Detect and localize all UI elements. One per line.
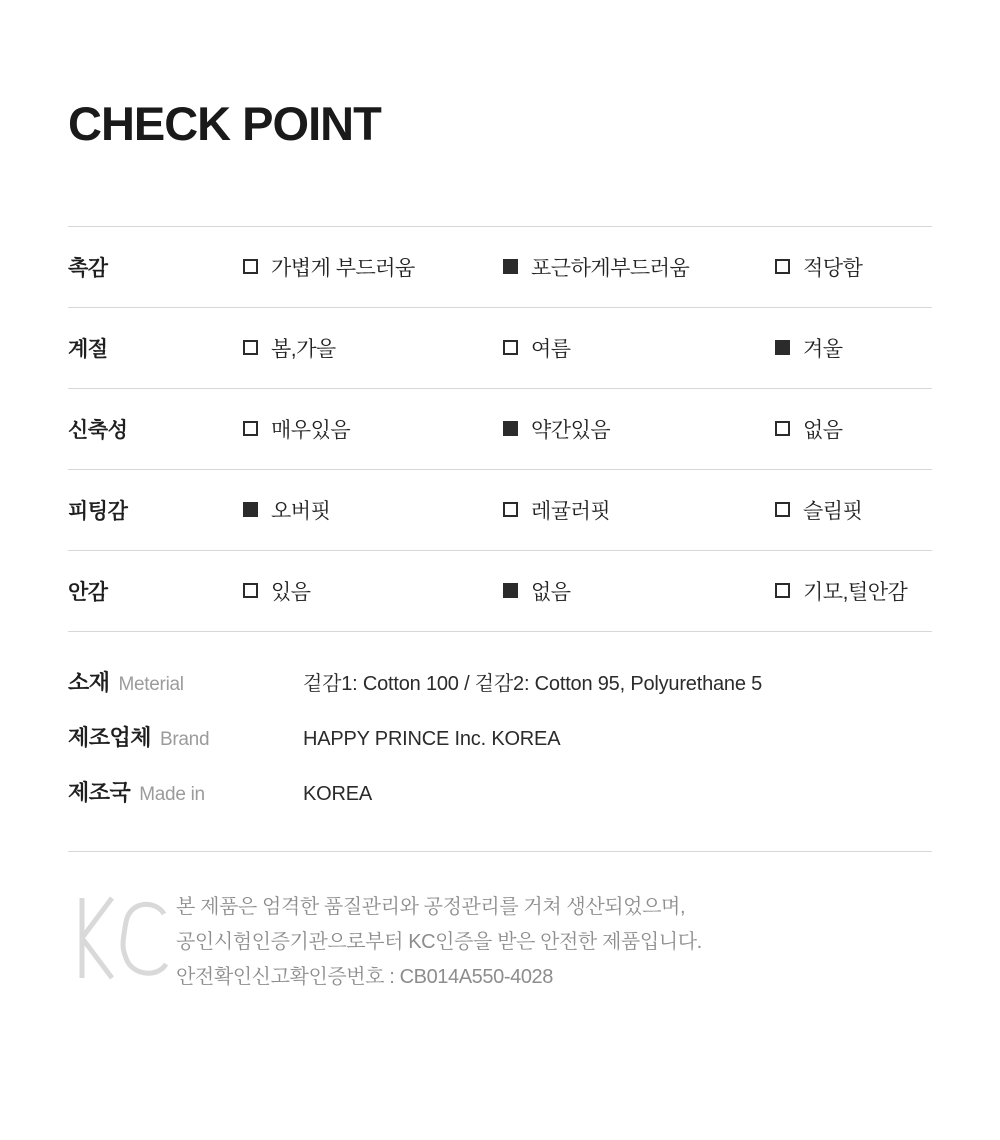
checkbox-icon[interactable] [775,259,790,274]
option-label: 슬림핏 [803,499,863,523]
info-label-ko: 제조국 [68,779,131,805]
option-label: 레귤러핏 [531,499,611,523]
option-label: 있음 [271,580,311,604]
checkbox-checked-icon[interactable] [503,259,518,274]
divider [68,851,932,852]
option-stretch-2[interactable] [503,414,775,444]
checkbox-icon[interactable] [775,421,790,436]
checkbox-checked-icon[interactable] [243,502,258,517]
kc-line-3: 안전확인신고확인증번호 : CB014A550-4028 [176,965,554,988]
kc-certification-block [68,888,932,995]
info-value: HAPPY PRINCE Inc. KOREA [303,727,561,750]
kc-line-1: 본 제품은 엄격한 품질관리와 공정관리를 거쳐 생산되었으며, [176,895,686,918]
checkbox-checked-icon[interactable] [503,421,518,436]
option-fit-1[interactable] [243,495,503,525]
info-label [68,721,303,752]
option-group-season [243,333,932,363]
option-label: 봄,가을 [271,337,336,361]
option-label: 없음 [531,580,571,604]
info-row-made-in [68,776,932,807]
option-label: 겨울 [803,337,843,361]
option-label: 약간있음 [531,418,611,442]
checkbox-icon[interactable] [775,583,790,598]
info-label-en: Meterial [118,673,184,695]
option-season-2[interactable] [503,333,775,363]
option-lining-1[interactable] [243,576,503,606]
kc-line-2: 공인시험인증기관으로부터 KC인증을 받은 안전한 제품입니다. [176,930,702,953]
option-lining-2[interactable] [503,576,775,606]
option-fit-3[interactable] [775,495,862,525]
info-row-material [68,666,932,697]
check-point-table [68,226,932,632]
checkbox-icon[interactable] [503,502,518,517]
checkbox-icon[interactable] [243,583,258,598]
option-group-touch [243,252,932,282]
option-label: 포근하게부드러움 [531,256,690,280]
info-label [68,776,303,807]
option-label: 없음 [803,418,843,442]
row-label-lining: 안감 [68,580,108,604]
option-touch-3[interactable] [775,252,862,282]
info-value: KOREA [303,782,373,805]
checkbox-icon[interactable] [243,259,258,274]
info-label-ko: 제조업체 [68,724,152,750]
option-group-lining [243,576,932,606]
row-label-season: 계절 [68,337,108,361]
info-label-en: Made in [139,783,205,805]
kc-text [176,888,702,995]
product-info-list [68,666,932,807]
row-label-touch: 촉감 [68,256,108,280]
checkbox-checked-icon[interactable] [775,340,790,355]
table-row [68,470,932,551]
checkbox-icon[interactable] [775,502,790,517]
option-stretch-3[interactable] [775,414,843,444]
option-season-1[interactable] [243,333,503,363]
info-row-brand [68,721,932,752]
info-value: 겉감1: Cotton 100 / 겉감2: Cotton 95, Polyurethane 5 [303,672,763,695]
option-group-stretch [243,414,932,444]
kc-logo-icon [68,892,176,984]
table-row [68,551,932,632]
option-season-3[interactable] [775,333,843,363]
checkbox-icon[interactable] [503,340,518,355]
option-group-fit [243,495,932,525]
option-stretch-1[interactable] [243,414,503,444]
row-label-fit: 피팅감 [68,499,128,523]
option-label: 가볍게 부드러움 [271,256,415,280]
info-label-en: Brand [160,728,210,750]
info-label-ko: 소재 [68,669,110,695]
checkbox-icon[interactable] [243,340,258,355]
checkbox-icon[interactable] [243,421,258,436]
info-label [68,666,303,697]
checkbox-checked-icon[interactable] [503,583,518,598]
table-row [68,389,932,470]
option-label: 여름 [531,337,571,361]
option-fit-2[interactable] [503,495,775,525]
table-row [68,308,932,389]
option-label: 기모,털안감 [803,580,908,604]
page-title: CHECK POINT [68,97,381,150]
option-touch-1[interactable] [243,252,503,282]
option-label: 오버핏 [271,499,331,523]
option-lining-3[interactable] [775,576,907,606]
option-touch-2[interactable] [503,252,775,282]
option-label: 매우있음 [271,418,351,442]
row-label-stretch: 신축성 [68,418,128,442]
option-label: 적당함 [803,256,863,280]
table-row [68,227,932,308]
